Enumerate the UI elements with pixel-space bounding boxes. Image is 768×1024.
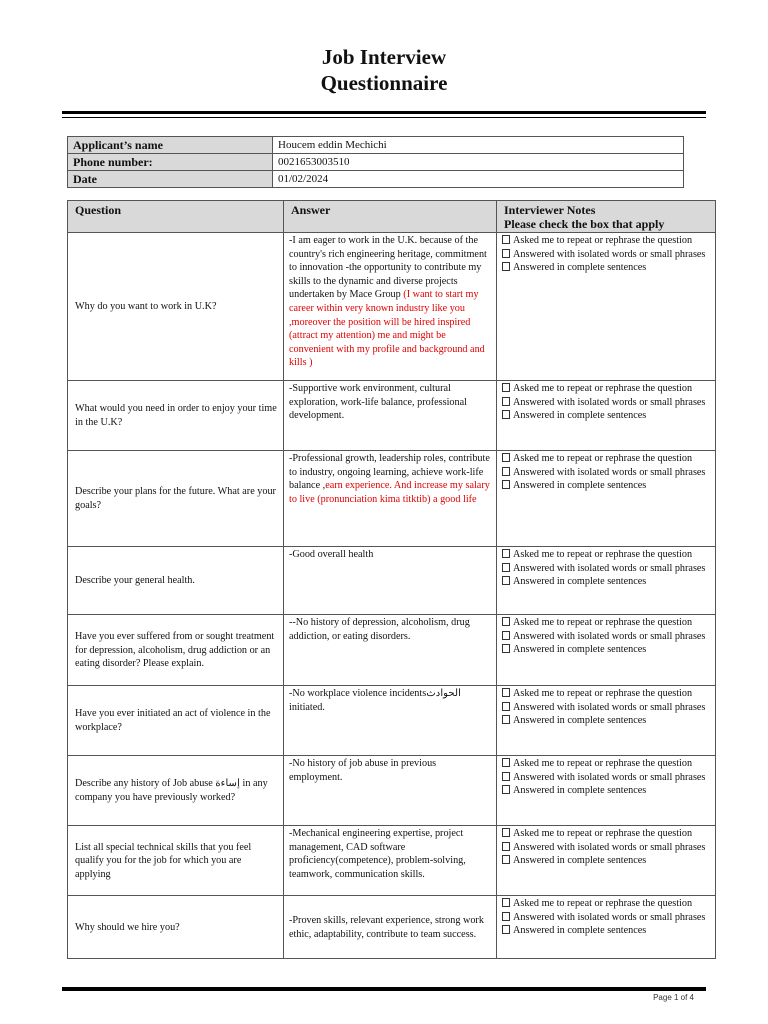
checkbox-label: Asked me to repeat or rephrase the question (513, 898, 693, 909)
checkbox-label: Asked me to repeat or rephrase the question (513, 758, 693, 769)
checkbox[interactable] (502, 453, 510, 462)
date-value: 01/02/2024 (273, 171, 684, 188)
answer-cell (284, 451, 497, 547)
checkbox[interactable] (502, 563, 510, 572)
answer-cell (284, 615, 497, 686)
checkbox[interactable] (502, 925, 510, 934)
checkbox-label: Asked me to repeat or rephrase the question (513, 688, 693, 699)
checkbox-label: Asked me to repeat or rephrase the question (513, 383, 693, 394)
isolated-words-option (502, 630, 710, 644)
checkbox[interactable] (502, 715, 510, 724)
table-row (68, 896, 716, 959)
answer-text: -No history of job abuse in previous employment. (289, 758, 437, 783)
repeat-option (502, 234, 710, 248)
complete-sentences-option (502, 784, 710, 798)
checkbox-label: Answered in complete sentences (513, 925, 647, 937)
notes-cell (497, 686, 716, 756)
question-cell: Have you ever suffered from or sought treatment for depression, alcoholism, drug addiction or an eating disorder? Please explain. (68, 615, 284, 686)
checkbox-label: Asked me to repeat or rephrase the question (513, 549, 693, 560)
checkbox[interactable] (502, 576, 510, 585)
checkbox[interactable] (502, 631, 510, 640)
table-row (68, 826, 716, 896)
answer-note-red: earn experience. And increase my salary to live (pronunciation kima titktib) a good life (289, 480, 490, 505)
repeat-option (502, 452, 710, 466)
applicant-name-value: Houcem eddin Mechichi (273, 137, 684, 154)
checkbox-label: Answered with isolated words or small phrases (513, 841, 706, 853)
checkbox-label: Answered in complete sentences (513, 785, 647, 797)
checkbox-label: Asked me to repeat or rephrase the question (513, 828, 693, 839)
repeat-option (502, 687, 710, 701)
checkbox-label: Answered in complete sentences (513, 855, 647, 867)
repeat-option (502, 548, 710, 562)
title-rule-thin (62, 117, 706, 118)
isolated-words-option (502, 562, 710, 576)
checkbox[interactable] (502, 397, 510, 406)
answer-cell (284, 756, 497, 826)
complete-sentences-option (502, 643, 710, 657)
table-row (68, 686, 716, 756)
checkbox[interactable] (502, 702, 510, 711)
phone-value: 0021653003510 (273, 154, 684, 171)
answer-cell (284, 896, 497, 959)
notes-cell (497, 615, 716, 686)
checkbox[interactable] (502, 688, 510, 697)
notes-cell (497, 547, 716, 615)
checkbox[interactable] (502, 828, 510, 837)
checkbox-label: Asked me to repeat or rephrase the question (513, 617, 693, 628)
checkbox[interactable] (502, 898, 510, 907)
checkbox-label: Answered with isolated words or small phrases (513, 562, 706, 574)
checkbox[interactable] (502, 855, 510, 864)
phone-label: Phone number: (68, 154, 273, 171)
checkbox[interactable] (502, 480, 510, 489)
answer-text: --No history of depression, alcoholism, drug addiction, or eating disorders. (289, 617, 470, 642)
checkbox-label: Answered with isolated words or small phrases (513, 911, 706, 923)
complete-sentences-option (502, 854, 710, 868)
repeat-option (502, 382, 710, 396)
notes-cell (497, 896, 716, 959)
date-row (68, 171, 684, 188)
question-cell: Why do you want to work in U.K? (68, 233, 284, 381)
checkbox-label: Answered with isolated words or small phrases (513, 630, 706, 642)
question-cell: Have you ever initiated an act of violence in the workplace? (68, 686, 284, 756)
footer-rule (62, 987, 706, 991)
checkbox[interactable] (502, 842, 510, 851)
questionnaire-table (67, 200, 716, 959)
date-label: Date (68, 171, 273, 188)
table-row (68, 756, 716, 826)
isolated-words-option (502, 466, 710, 480)
checkbox[interactable] (502, 644, 510, 653)
checkbox-label: Answered in complete sentences (513, 262, 647, 274)
answer-cell (284, 547, 497, 615)
answer-text: -I am eager to work in the U.K. because of the country's rich engineering heritage, commitment to innovation -the opportunity to contribute my skills to the dynamic and diverse projects undertaken by Mace Group (289, 235, 487, 301)
notes-cell (497, 451, 716, 547)
checkbox[interactable] (502, 410, 510, 419)
repeat-option (502, 897, 710, 911)
complete-sentences-option (502, 924, 710, 938)
header-notes-line2: Please check the box that apply (504, 217, 665, 231)
answer-note-red: (I want to start my career within very known industry like you ,moreover the position will be hired inspired (attract my attention) me and might be convenient with my profile and background and kills ) (289, 289, 485, 369)
table-row (68, 381, 716, 451)
complete-sentences-option (502, 409, 710, 423)
answer-text: -No workplace violence incidentsالحوادث initiated. (289, 688, 461, 713)
answer-text: -Professional growth, leadership roles, contribute to industry, ongoing learning, achieve work-life balance , (289, 453, 490, 492)
checkbox-label: Asked me to repeat or rephrase the question (513, 453, 693, 464)
repeat-option (502, 757, 710, 771)
isolated-words-option (502, 248, 710, 262)
title-rule-thick (62, 111, 706, 114)
question-cell: Describe your plans for the future. What are your goals? (68, 451, 284, 547)
header-notes-line1: Interviewer Notes (504, 203, 596, 217)
applicant-name-label: Applicant’s name (68, 137, 273, 154)
applicant-name-row (68, 137, 684, 154)
checkbox[interactable] (502, 235, 510, 244)
checkbox[interactable] (502, 383, 510, 392)
applicant-info-table (67, 136, 684, 188)
answer-text: -Proven skills, relevant experience, strong work ethic, adaptability, contribute to team success. (289, 914, 484, 940)
checkbox-label: Answered in complete sentences (513, 480, 647, 492)
header-notes (497, 201, 716, 233)
notes-cell (497, 233, 716, 381)
repeat-option (502, 616, 710, 630)
phone-row (68, 154, 684, 171)
complete-sentences-option (502, 261, 710, 275)
complete-sentences-option (502, 714, 710, 728)
checkbox-label: Answered in complete sentences (513, 715, 647, 727)
checkbox-label: Asked me to repeat or rephrase the question (513, 235, 693, 246)
page-number: Page 1 of 4 (653, 993, 694, 1002)
checkbox-label: Answered in complete sentences (513, 644, 647, 656)
answer-cell (284, 826, 497, 896)
header-answer: Answer (284, 201, 497, 233)
answer-cell (284, 233, 497, 381)
question-cell: List all special technical skills that you feel qualify you for the job for which you are applying (68, 826, 284, 896)
answer-cell (284, 381, 497, 451)
checkbox-label: Answered with isolated words or small phrases (513, 701, 706, 713)
question-cell: Why should we hire you? (68, 896, 284, 959)
checkbox-label: Answered with isolated words or small phrases (513, 396, 706, 408)
answer-text: -Supportive work environment, cultural exploration, work-life balance, professional development. (289, 383, 467, 422)
checkbox-label: Answered with isolated words or small phrases (513, 466, 706, 478)
isolated-words-option (502, 771, 710, 785)
checkbox[interactable] (502, 617, 510, 626)
checkbox[interactable] (502, 262, 510, 271)
table-row (68, 451, 716, 547)
checkbox-label: Answered with isolated words or small phrases (513, 771, 706, 783)
question-cell: Describe your general health. (68, 547, 284, 615)
complete-sentences-option (502, 575, 710, 589)
table-row (68, 615, 716, 686)
title-line-1: Job Interview (321, 45, 447, 69)
checkbox[interactable] (502, 772, 510, 781)
isolated-words-option (502, 396, 710, 410)
isolated-words-option (502, 911, 710, 925)
checkbox[interactable] (502, 549, 510, 558)
complete-sentences-option (502, 479, 710, 493)
notes-cell (497, 826, 716, 896)
header-question: Question (68, 201, 284, 233)
table-row (68, 233, 716, 381)
checkbox-label: Answered in complete sentences (513, 410, 647, 422)
checkbox[interactable] (502, 785, 510, 794)
question-cell: What would you need in order to enjoy your time in the U.K? (68, 381, 284, 451)
checkbox-label: Answered in complete sentences (513, 576, 647, 588)
repeat-option (502, 827, 710, 841)
title-line-2: Questionnaire (320, 71, 448, 95)
answer-text: -Good overall health (289, 549, 374, 560)
checkbox[interactable] (502, 912, 510, 921)
table-header-row (68, 201, 716, 233)
isolated-words-option (502, 701, 710, 715)
answer-cell (284, 686, 497, 756)
answer-text: -Mechanical engineering expertise, project management, CAD software proficiency(competence), problem-solving, teamwork, communication skills. (289, 828, 466, 880)
notes-cell (497, 756, 716, 826)
notes-cell (497, 381, 716, 451)
document-title (0, 44, 768, 96)
isolated-words-option (502, 841, 710, 855)
table-row (68, 547, 716, 615)
question-cell: Describe any history of Job abuse إساءة in any company you have previously worked? (68, 756, 284, 826)
checkbox[interactable] (502, 467, 510, 476)
checkbox-label: Answered with isolated words or small phrases (513, 248, 706, 260)
checkbox[interactable] (502, 249, 510, 258)
checkbox[interactable] (502, 758, 510, 767)
